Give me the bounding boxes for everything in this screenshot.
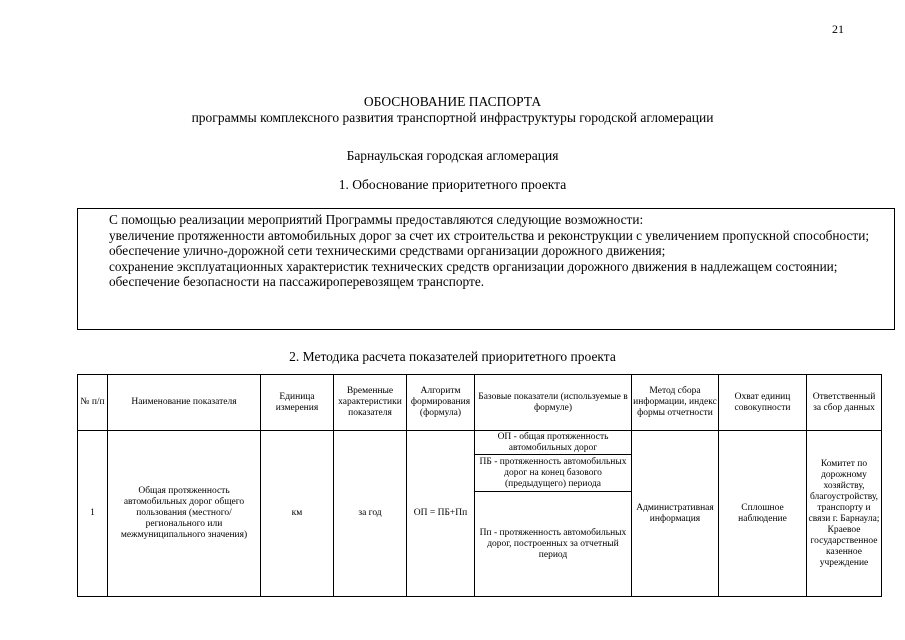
agglomeration-name: Барнаульская городская агломерация bbox=[346, 148, 559, 163]
cell-unit: км bbox=[261, 431, 334, 597]
section-1-heading: 1. Обоснование приоритетного проекта bbox=[338, 177, 567, 192]
indicator-table bbox=[77, 374, 882, 597]
justification-item: сохранение эксплуатационных характеристик технических средств организации дорожного движения в надлежащем состоянии; bbox=[109, 258, 838, 274]
table-header-row bbox=[78, 375, 882, 431]
document-subtitle: программы комплексного развития транспортной инфраструктуры городской агломерации bbox=[191, 110, 714, 125]
cell-method: Административная информация bbox=[632, 431, 719, 597]
justification-intro: С помощью реализации мероприятий Программы предоставляются следующие возможности: bbox=[109, 212, 644, 227]
cell-responsible: Комитет по дорожному хозяйству, благоустройству, транспорту и связи г. Барнаула; Краевое государственное казенное учреждение bbox=[807, 431, 882, 597]
cell-base-3: Пп - протяженность автомобильных дорог, построенных за отчетный период bbox=[475, 492, 632, 597]
justification-box bbox=[77, 208, 895, 330]
header-unit: Единица измерения bbox=[261, 375, 334, 431]
header-coverage: Охват единиц совокупности bbox=[719, 375, 807, 431]
cell-base-2: ПБ - протяженность автомобильных дорог на конец базового (предыдущего) периода bbox=[475, 455, 632, 492]
header-responsible: Ответственный за сбор данных bbox=[807, 375, 882, 431]
document-title: ОБОСНОВАНИЕ ПАСПОРТА bbox=[363, 94, 542, 109]
cell-time: за год bbox=[334, 431, 407, 597]
cell-coverage: Сплошное наблюдение bbox=[719, 431, 807, 597]
header-name: Наименование показателя bbox=[108, 375, 261, 431]
cell-formula: ОП = ПБ+Пп bbox=[407, 431, 475, 597]
justification-item: обеспечение улично-дорожной сети техническими средствами организации дорожного движения; bbox=[109, 243, 666, 259]
cell-num: 1 bbox=[78, 431, 108, 597]
justification-item: увеличение протяженности автомобильных дорог за счет их строительства и реконструкции с увеличением пропускной способности; bbox=[109, 227, 870, 243]
table-row bbox=[78, 431, 882, 455]
cell-base-1: ОП - общая протяженность автомобильных дорог bbox=[475, 431, 632, 455]
page-number: 21 bbox=[832, 22, 844, 36]
cell-name: Общая протяженность автомобильных дорог общего пользования (местного/регионального или межмуниципального значения) bbox=[108, 431, 261, 597]
header-num: № п/п bbox=[78, 375, 108, 431]
justification-item: обеспечение безопасности на пассажироперевозящем транспорте. bbox=[109, 274, 485, 290]
header-base: Базовые показатели (используемые в формуле) bbox=[475, 375, 632, 431]
section-2-heading: 2. Методика расчета показателей приоритетного проекта bbox=[289, 349, 616, 364]
header-algorithm: Алгоритм формирования (формула) bbox=[407, 375, 475, 431]
header-method: Метод сбора информации, индекс формы отчетности bbox=[632, 375, 719, 431]
header-time: Временные характеристики показателя bbox=[334, 375, 407, 431]
